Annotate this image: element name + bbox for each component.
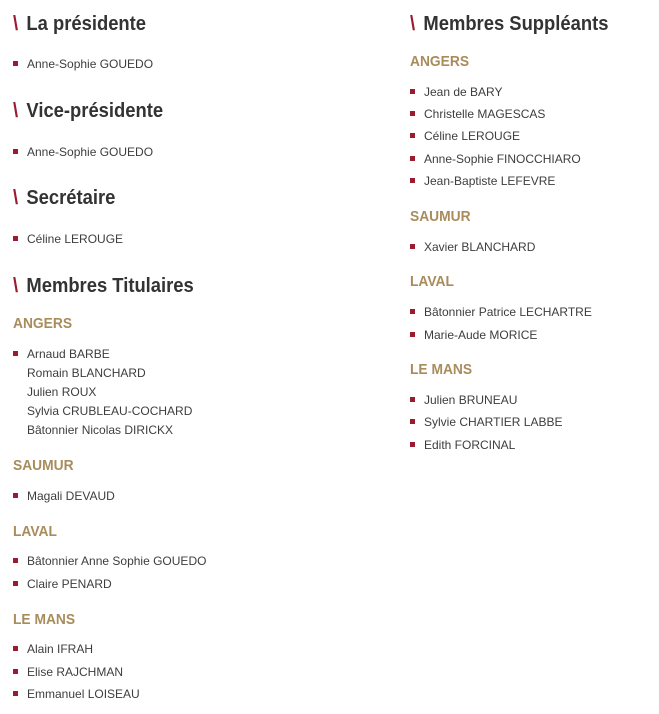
list-item: Christelle MAGESCAS (410, 106, 545, 122)
list-item: Sylvia CRUBLEAU-COCHARD (27, 404, 193, 418)
list-item: Jean de BARY (410, 84, 503, 100)
bullet-icon (13, 558, 18, 563)
list-item: Xavier BLANCHARD (410, 239, 535, 255)
subheading-titulaires-saumur: SAUMUR (13, 457, 74, 474)
bullet-icon (13, 61, 18, 66)
subheading-titulaires-le-mans: LE MANS (13, 611, 76, 628)
bullet-icon (410, 419, 415, 424)
list-item: Anne-Sophie FINOCCHIARO (410, 151, 581, 167)
list-item: Marie-Aude MORICE (410, 327, 537, 343)
bullet-icon (410, 332, 415, 337)
list-item: Céline LEROUGE (13, 231, 123, 247)
list-item: Magali DEVAUD (13, 488, 115, 504)
list-item: Alain IFRAH (13, 641, 93, 657)
bullet-icon (13, 691, 18, 696)
subheading-suppleants-angers: ANGERS (410, 53, 470, 70)
bullet-icon (410, 111, 415, 116)
bullet-icon (13, 581, 18, 586)
list-item: Anne-Sophie GOUEDO (13, 56, 153, 72)
bullet-icon (410, 178, 415, 183)
bullet-icon (13, 646, 18, 651)
heading-vice-president: \ Vice-présidente (13, 100, 164, 122)
bullet-icon (410, 244, 415, 249)
bullet-icon (410, 397, 415, 402)
list-item: Anne-Sophie GOUEDO (13, 144, 153, 160)
bullet-icon (410, 309, 415, 314)
list-item: Céline LEROUGE (410, 128, 520, 144)
list-item: Sylvie CHARTIER LABBE (410, 414, 563, 430)
bullet-icon (410, 442, 415, 447)
list-item: Emmanuel LOISEAU (13, 686, 140, 702)
list-item: Bâtonnier Nicolas DIRICKX (27, 423, 174, 437)
heading-secretary: \ Secrétaire (13, 187, 116, 209)
heading-suppleants: \ Membres Suppléants (410, 13, 609, 35)
heading-titulaires: \ Membres Titulaires (13, 275, 194, 297)
list-item: Bâtonnier Patrice LECHARTRE (410, 304, 592, 320)
list-item: Bâtonnier Anne Sophie GOUEDO (13, 553, 206, 569)
bullet-icon (13, 149, 18, 154)
bullet-icon (13, 351, 18, 356)
bullet-icon (13, 493, 18, 498)
bullet-icon (13, 669, 18, 674)
bullet-icon (13, 236, 18, 241)
list-item: Romain BLANCHARD (27, 366, 146, 380)
list-item: Arnaud BARBE (13, 346, 110, 362)
subheading-suppleants-le-mans: LE MANS (410, 361, 473, 378)
subheading-titulaires-laval: LAVAL (13, 523, 57, 540)
subheading-suppleants-saumur: SAUMUR (410, 208, 471, 225)
bullet-icon (410, 156, 415, 161)
list-item: Edith FORCINAL (410, 437, 515, 453)
list-item: Julien BRUNEAU (410, 392, 517, 408)
bullet-icon (410, 89, 415, 94)
heading-president: \ La présidente (13, 13, 147, 35)
list-item: Julien ROUX (27, 385, 97, 399)
list-item: Claire PENARD (13, 576, 112, 592)
bullet-icon (410, 133, 415, 138)
subheading-titulaires-angers: ANGERS (13, 315, 73, 332)
list-item: Jean-Baptiste LEFEVRE (410, 173, 555, 189)
subheading-suppleants-laval: LAVAL (410, 273, 454, 290)
list-item: Elise RAJCHMAN (13, 664, 123, 680)
